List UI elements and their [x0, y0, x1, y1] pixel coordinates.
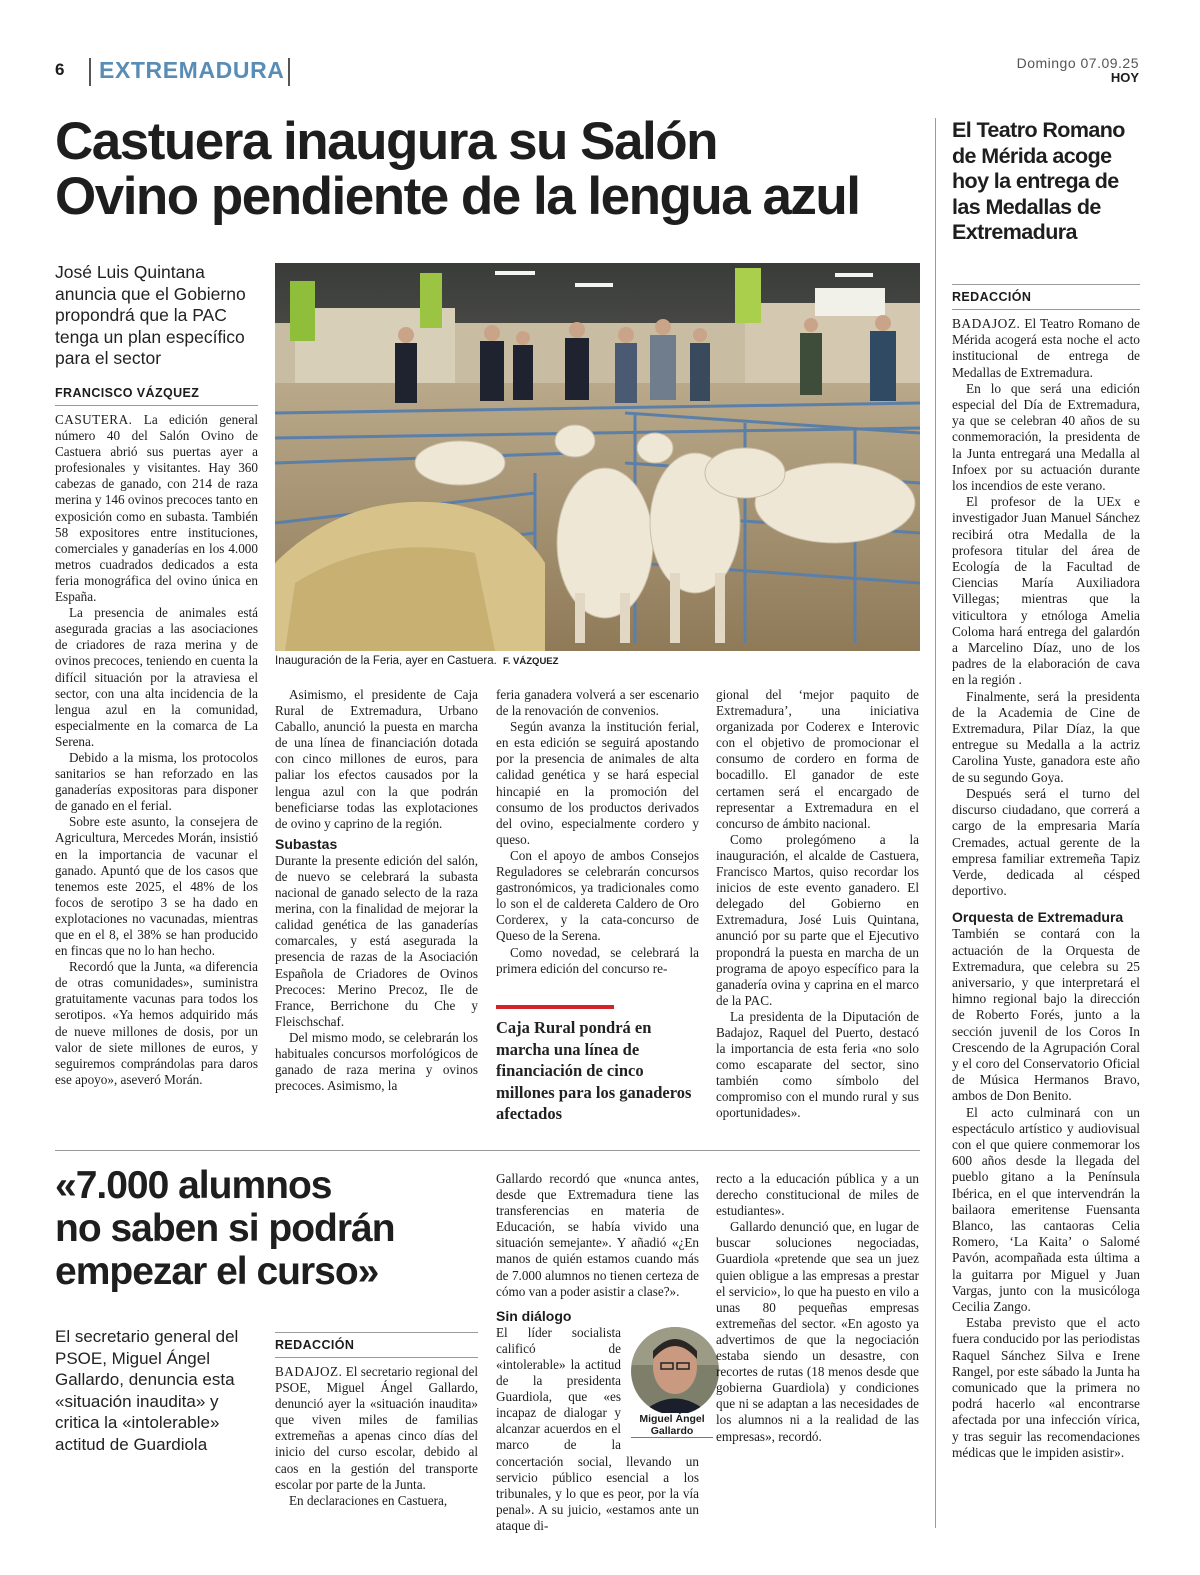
pullquote-rule [496, 1005, 614, 1009]
side-paragraph: Después será el turno del discurso ciudadano, que correrá a cargo de la empresaria María Cremades, actual gerente de la empresa familiar extremeña Tapiz Verde, dedicada al césped deportivo. [952, 785, 1140, 899]
portrait-photo [627, 1325, 723, 1417]
photo-caption-line [275, 655, 558, 667]
header-divider-right [288, 58, 290, 86]
sheep-fair-photo [275, 263, 920, 651]
bottom-paragraph: recto a la educación pública y a un derecho constitucional de miles de estudiantes». [716, 1171, 919, 1219]
main-paragraph: Según avanza la institución ferial, en esta edición se seguirá apostando por la presencia de animales de alta calidad genética y se hará especial hincapié en la promoción del consumo de los productos derivados del ovino, especialmente cordero y queso. [496, 719, 699, 847]
main-paragraph: gional del ‘mejor paquito de Extremadura’, una iniciativa organizada por Coderex e Interovic con el objetivo de promocionar el consumo de cordero en forma de bocadillo. El ganador de este certamen será el encargado de representar a Extremadura en el concurso de ámbito nacional. [716, 687, 919, 831]
newspaper-name: HOY [1110, 70, 1139, 85]
bottom-byline-rule [275, 1332, 478, 1333]
photo-name-label: Miguel Ángel Gallardo [631, 1413, 713, 1438]
side-article-text [952, 316, 1140, 1461]
photo-caption: Inauguración de la Feria, ayer en Castuera. [275, 655, 497, 667]
bottom-article-column-1 [275, 1364, 478, 1509]
dateline: CASUTERA. [55, 412, 133, 427]
main-paragraph: Con el apoyo de ambos Consejos Reguladores se celebrarán concursos gastronómicos, ya tradicionales como lo son el de caldereta Caldero de Oro Corderex, y la cata-concurso de Queso de la Serena. [496, 847, 699, 944]
bottom-byline: REDACCIÓN [275, 1338, 478, 1358]
main-paragraph: feria ganadera volverá a ser escenario de la renovación de convenios. [496, 687, 699, 719]
bottom-subhead: El secretario general del PSOE, Miguel Ángel Gallardo, denuncia esta «situación inaudita» y critica la «intolerable» actitud de Guardiola [55, 1327, 239, 1454]
side-top-rule [952, 284, 1140, 285]
sidebar-divider [935, 118, 936, 1528]
main-subhead: José Luis Quintana anuncia que el Gobierno propondrá que la PAC tenga un plan específico para el sector [55, 262, 246, 368]
main-article-column-2 [275, 687, 478, 1094]
side-paragraph: En lo que será una edición especial del Día de Extremadura, ya que se celebran 40 años de su conmemoración, la presidenta de la Junta entregará una Medalla al Infoex por su actuación durante los incendios de este verano. [952, 380, 1140, 494]
main-article-column-1 [55, 412, 258, 1088]
main-paragraph: Como prolegómeno a la inauguración, el alcalde de Castuera, Francisco Martos, quiso recordar los inicios de este evento ganadero. El delegado del Gobierno en Extremadura, José Luis Quintana, anunció por su parte que el Ejecutivo propondrá la puesta en marcha de un programa de apoyo específico para la ganadería ovina y caprina en el marco de la PAC. [716, 831, 919, 1008]
bottom-paragraph: Gallardo denunció que, en lugar de buscar soluciones negociadas, Guardiola «pretende que sea un juez quien obligue a las empresas a prestar el servicio», lo que ha puesto en vilo a unas 80 pequeñas empresas extremeñas del sector. «En agosto ya advertimos de que la negociación estaba siendo un desastre, con recortes de rutas (18 menos desde que gobierna Guardiola) y condiciones que ni se adaptan a las necesidades de los alumnos ni a la realidad de las empresas», recordó. [716, 1219, 919, 1444]
section-title: EXTREMADURA [99, 57, 285, 83]
main-paragraph: La edición general número 40 del Salón Ovino de Castuera abrió sus puertas ayer a profesionales y visitantes. Hay 360 cabezas de ganado, con 214 de raza merina y 146 ovinos precoces tanto en exposición como en subasta. También 58 expositores entre instituciones, comerciales y ganaderías en los 4.000 metros cuadrados dedicados a esta feria monográfica del ovino única en España. [55, 412, 259, 605]
bottom-paragraph: El líder socialista calificó de «intolerable» la actitud de la presidenta Guardiola, que «es incapaz de dialogar y alcanzar acuerdos en el marco de la concertación social, llevando un servicio público esencial a los tribunales, y lo que es peor, por la vía penal». A su juicio, «estamos ante un ataque di- [496, 1324, 699, 1533]
main-headline-line2: Ovino pendiente de la lengua azul [55, 167, 860, 226]
main-photo [275, 263, 920, 651]
subtitle-subastas: Subastas [275, 835, 338, 852]
side-paragraph: El Teatro Romano de Mérida acogerá esta noche el acto institucional de entrega de Medallas de Extremadura. [952, 316, 1140, 380]
subtitle-sin-dialogo: Sin diálogo [496, 1307, 572, 1324]
main-paragraph: La presidenta de la Diputación de Badajoz, Raquel del Puerto, destacó la importancia de esta feria «no solo como escaparate del sector, sino también como símbolo del compromiso con el mundo rural y sus oportunidades». [716, 1008, 919, 1121]
page-number: 6 [55, 60, 65, 79]
main-paragraph: Del mismo modo, se celebrarán los habituales concursos morfológicos de ganado de raza merina y ovinos precoces. Asimismo, la [275, 1029, 478, 1094]
bottom-headline-line3: empezar el curso» [55, 1250, 379, 1293]
bottom-headline-line2: no saben si podrán [55, 1207, 395, 1250]
side-dateline: BADAJOZ. [952, 316, 1021, 331]
side-headline: El Teatro Romano de Mérida acoge hoy la entrega de las Medallas de Extremadura [952, 118, 1125, 244]
bottom-dateline: BADAJOZ. [275, 1364, 343, 1379]
side-subtitle: Orquesta de Extremadura [952, 909, 1124, 926]
main-paragraph: Sobre este asunto, la consejera de Agricultura, Mercedes Morán, insistió en la importancia de vacunar el ganado. Apuntó que de los casos que tenemos este 2025, el 48% de los focos de serotipo 3 se ha dado en explotaciones no vacunadas, mientras que en el 8, el 38% se han producido en fincas que no lo han hecho. [55, 814, 258, 959]
bottom-headline [55, 1164, 475, 1293]
pullquote: Caja Rural pondrá en marcha una línea de financiación de cinco millones para los ganaderos afectados [496, 1018, 692, 1123]
bottom-article-column-2 [496, 1171, 705, 1534]
main-paragraph: La presencia de animales está asegurada gracias a las asociaciones de criadores de raza merina y de ovinos precoces, teniendo en cuenta la difícil situación por la atraviesa el sector, con una alta incidencia de la lengua azul en la comunidad, especialmente en la comarca de La Serena. [55, 605, 258, 749]
side-paragraph: El acto culminará con un espectáculo artístico y audiovisual con el que quiere conmemorar los 600 años desde la llegada del pueblo gitano a la Península Ibérica, en el que intervendrán la bailaora emeritense Fuensanta Blanco, las cantaoras Celia Romero, ‘La Kaita’ o Salomé Pavón, acompañada esta última a la guitarra por Miguel y Juan Vargas, junto con la musicóloga Cecilia Zango. [952, 1104, 1140, 1314]
bottom-paragraph: Gallardo recordó que «nunca antes, desde que Extremadura tiene las transferencias en materia de Educación, se había vivido una situación semejante». Y añadió «¿En manos de quién estamos cuando más de 7.000 alumnos no tienen certeza de cómo van a poder asistir a clase?». [496, 1171, 699, 1299]
photo-credit: F. VÁZQUEZ [503, 656, 559, 667]
main-article-column-4 [716, 687, 919, 1122]
main-paragraph: Como novedad, se celebrará la primera edición del concurso re- [496, 944, 699, 976]
main-headline-line1: Castuera inaugura su Salón [55, 112, 717, 171]
author-photo [627, 1325, 723, 1437]
side-paragraph: También se contará con la actuación de la Orquesta de Extremadura, que celebra su 25 aniversario, y que interpretará el himno regional bajo la dirección de Roberto Forés, junto a la sección juvenil de los Coros In Crescendo de la Agrupación Coral y el coro del Conservatorio Oficial de Música Hermanos Bravo, ambos de Don Benito. [952, 926, 1140, 1104]
side-paragraph: Estaba previsto que el acto fuera conducido por las periodistas Raquel Sánchez Silva e Irene Rangel, por este sábado la Junta ha comunicado que la primera no podrá hacerlo «al encontrarse afectada por una infección vírica, y tras seguir las recomendaciones médicas que le impiden asistir». [952, 1315, 1140, 1460]
main-paragraph: Debido a la misma, los protocolos sanitarios se han reforzado en las ganaderías expositoras para disponer de ganado en el ferial. [55, 749, 258, 814]
main-headline [55, 114, 915, 224]
page-date: Domingo 07.09.25 [1016, 55, 1139, 71]
header-divider-left [89, 58, 91, 86]
main-paragraph: Durante la presente edición del salón, de nuevo se celebrará la subasta nacional de ganado selecto de la raza merina, con la finalidad de mejorar la calidad genética de las ganaderías comarcales, y está asegurada la presencia de razas de la Asociación Española de Criadores de Ovinos Precoces: Merino Precoz, Ile de France, Berrichone du Che y Fleischschaf. [275, 852, 478, 1029]
bottom-paragraph: El secretario regional del PSOE, Miguel Ángel Gallardo, denunció ayer la «situación inaudita» que viven miles de familias extremeñas a apenas cinco días del inicio del curso escolar, debido al caos en la gestión del transporte escolar por parte de la Junta. [275, 1364, 479, 1492]
bottom-article-rule [55, 1150, 920, 1151]
bottom-paragraph: En declaraciones en Castuera, [289, 1492, 448, 1508]
main-byline: FRANCISCO VÁZQUEZ [55, 386, 258, 406]
side-paragraph: Finalmente, será la presidenta de la Academia de Cine de Extremadura, Pilar Díaz, la que entregue su Medalla a la actriz Carolina Yuste, ganadora este año de su segundo Goya. [952, 688, 1140, 785]
bottom-article-column-3 [716, 1171, 919, 1445]
side-byline: REDACCIÓN [952, 290, 1140, 310]
side-paragraph: El profesor de la UEx e investigador Juan Manuel Sánchez recibirá otra Medalla de la profesora titular del área de Ecología de la Facultad de Ciencias María Auxiliadora Villegas; mientras que la viticultora y etnóloga Amelia Coloma hará entrega del galardón a Marcelino Díaz, uno de los padres de la elaboración de cava en la región . [952, 494, 1140, 688]
main-paragraph: Asimismo, el presidente de Caja Rural de Extremadura, Urbano Caballo, anunció la puesta en marcha de una línea de financiación dotada con cinco millones de euros, para paliar los efectos causados por la lengua azul con la que podrán beneficiarse todas las explotaciones de ovino y caprino de la región. [275, 687, 478, 831]
main-article-column-3 [496, 687, 699, 977]
bottom-headline-line1: «7.000 alumnos [55, 1164, 332, 1207]
main-paragraph: Recordó que la Junta, «a diferencia de otras comunidades», suministra gratuitamente vacunas para todos los serotipos. «Ya hemos adquirido más de nueve millones de dosis, por un valor de siete millones de euros, y seguiremos comprándolas para daros ese apoyo», aseveró Morán. [55, 959, 258, 1087]
